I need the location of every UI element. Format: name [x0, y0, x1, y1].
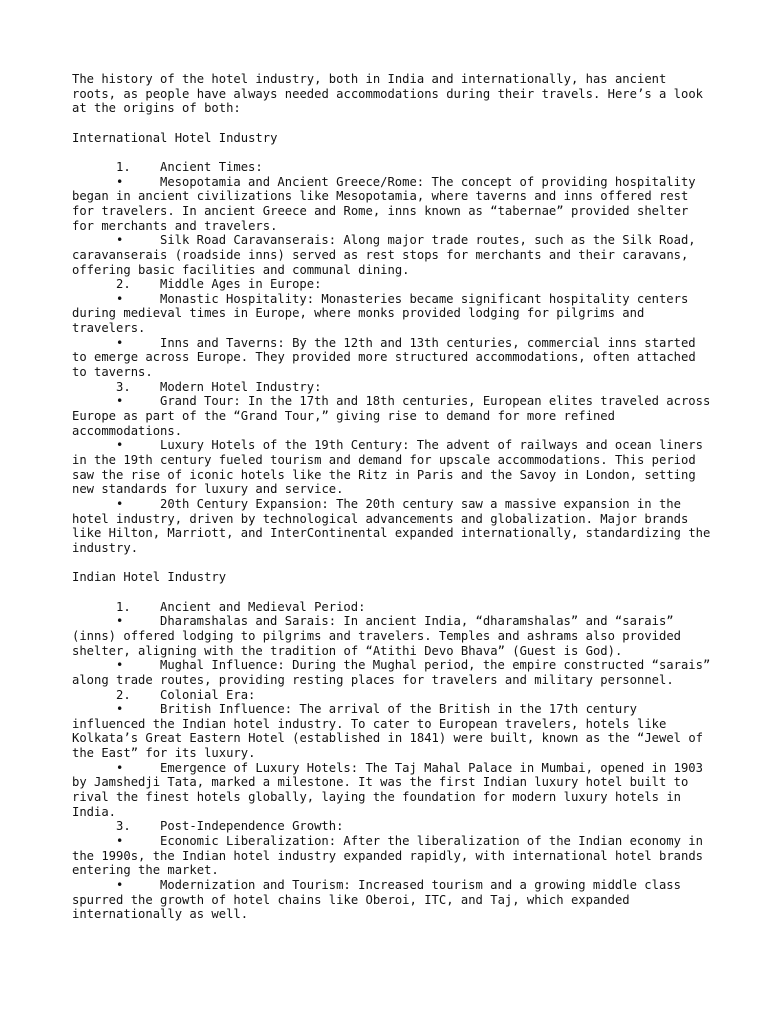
bullet-icon: • [116, 760, 124, 775]
bullet-text: Silk Road Caravanserais: Along major trade routes, such as the Silk Road, caravanserais (roadside inns) served as rest stops for merchants and their caravans, offering basic facilities and communal dining. [72, 233, 696, 277]
bullet-text: 20th Century Expansion: The 20th century saw a massive expansion in the hotel industry, driven by technological advancements and globalization. Major brands like Hilton, Marriott, and InterContinental expanded internationally, standardizing the industry. [72, 497, 711, 555]
bullet-text: Mesopotamia and Ancient Greece/Rome: The concept of providing hospitality began in ancient civilizations like Mesopotamia, where taverns and inns offered rest for travelers. In ancient Greece and Rome, inns known as “tabernae” provided shelter for merchants and travelers. [72, 174, 696, 233]
bullet-icon: • [116, 233, 124, 248]
bullet-text: Dharamshalas and Sarais: In ancient India, “dharamshalas” and “sarais” (inns) offered lodging to pilgrims and travelers. Temples and ashrams also provided shelter, aligning with the tradition of “Atithi Devo Bhava” (Guest is God). [72, 614, 682, 658]
bullet-text: Grand Tour: In the 17th and 18th centuries, European elites traveled across Europe as part of the “Grand Tour,” giving rise to demand for more refined accommodations. [72, 394, 711, 438]
spacer [72, 145, 712, 160]
bullet-item [72, 878, 712, 922]
list-item-title: Colonial Era: [160, 687, 256, 702]
bullet-icon: • [116, 394, 124, 409]
bullet-item [72, 834, 712, 878]
section-heading-international: International Hotel Industry [72, 130, 278, 145]
list-number: 2. [116, 277, 131, 292]
list-item-title: Middle Ages in Europe: [160, 277, 322, 292]
spacer [72, 585, 712, 600]
bullet-item [72, 438, 712, 497]
intro-paragraph: The history of the hotel industry, both in India and internationally, has ancient roots, as people have always needed accommodations during their travels. Here’s a look at the origins of both: [72, 72, 704, 116]
bullet-icon: • [116, 438, 124, 453]
bullet-item [72, 658, 712, 687]
list-item-title: Ancient and Medieval Period: [160, 599, 366, 614]
bullet-text: Emergence of Luxury Hotels: The Taj Mahal Palace in Mumbai, opened in 1903 by Jamshedji Tata, marked a milestone. It was the first Indian luxury hotel built to rival the finest hotels globally, laying the foundation for modern luxury hotels in India. [72, 760, 703, 819]
bullet-icon: • [116, 291, 124, 306]
list-item-colonial-era [72, 688, 712, 703]
document-body [72, 72, 712, 922]
bullet-text: Monastic Hospitality: Monasteries became significant hospitality centers during medieval times in Europe, where monks provided lodging for pilgrims and travelers. [72, 291, 689, 336]
bullet-item [72, 761, 712, 820]
list-item-modern-hotel-industry [72, 380, 712, 395]
section-heading-indian: Indian Hotel Industry [72, 570, 227, 585]
list-item-ancient-medieval [72, 600, 712, 615]
spacer [72, 556, 712, 571]
list-item-title: Post-Independence Growth: [160, 819, 344, 834]
bullet-icon: • [116, 174, 124, 189]
bullet-text: Economic Liberalization: After the liberalization of the Indian economy in the 1990s, the Indian hotel industry expanded rapidly, with international hotel brands entering the market. [72, 834, 704, 878]
list-item-post-independence [72, 819, 712, 834]
bullet-item [72, 233, 712, 277]
list-item-ancient-times [72, 160, 712, 175]
bullet-item [72, 702, 712, 761]
bullet-icon: • [116, 834, 124, 849]
bullet-icon: • [116, 702, 124, 717]
bullet-item [72, 292, 712, 336]
bullet-item [72, 175, 712, 234]
bullet-item [72, 614, 712, 658]
list-item-title: Ancient Times: [160, 159, 263, 174]
bullet-item [72, 336, 712, 380]
bullet-icon: • [116, 614, 124, 629]
bullet-item [72, 497, 712, 556]
bullet-icon: • [116, 335, 124, 350]
bullet-icon: • [116, 658, 124, 673]
bullet-text: Modernization and Tourism: Increased tourism and a growing middle class spurred the growth of hotel chains like Oberoi, ITC, and Taj, which expanded internationally as well. [72, 878, 681, 922]
list-item-title: Modern Hotel Industry: [160, 379, 322, 394]
list-item-middle-ages [72, 277, 712, 292]
list-number: 3. [116, 379, 131, 394]
bullet-text: Luxury Hotels of the 19th Century: The advent of railways and ocean liners in the 19th century fueled tourism and demand for upscale accommodations. This period saw the rise of iconic hotels like the Ritz in Paris and the Savoy in London, setting new standards for luxury and service. [72, 438, 703, 497]
bullet-text: Mughal Influence: During the Mughal period, the empire constructed “sarais” along trade routes, providing resting places for travelers and military personnel. [72, 658, 711, 687]
spacer [72, 116, 712, 131]
bullet-item [72, 394, 712, 438]
list-number: 1. [116, 599, 131, 614]
bullet-icon: • [116, 878, 124, 893]
list-number: 1. [116, 159, 131, 174]
list-number: 2. [116, 687, 131, 702]
bullet-icon: • [116, 497, 124, 511]
list-number: 3. [116, 819, 131, 834]
bullet-text: British Influence: The arrival of the British in the 17th century influenced the Indian hotel industry. To cater to European travelers, hotels like Kolkata’s Great Eastern Hotel (established in 1841) were built, known as the “Jewel of the East” for its luxury. [72, 702, 704, 761]
bullet-text: Inns and Taverns: By the 12th and 13th centuries, commercial inns started to emerge across Europe. They provided more structured accommodations, often attached to taverns. [72, 335, 696, 380]
